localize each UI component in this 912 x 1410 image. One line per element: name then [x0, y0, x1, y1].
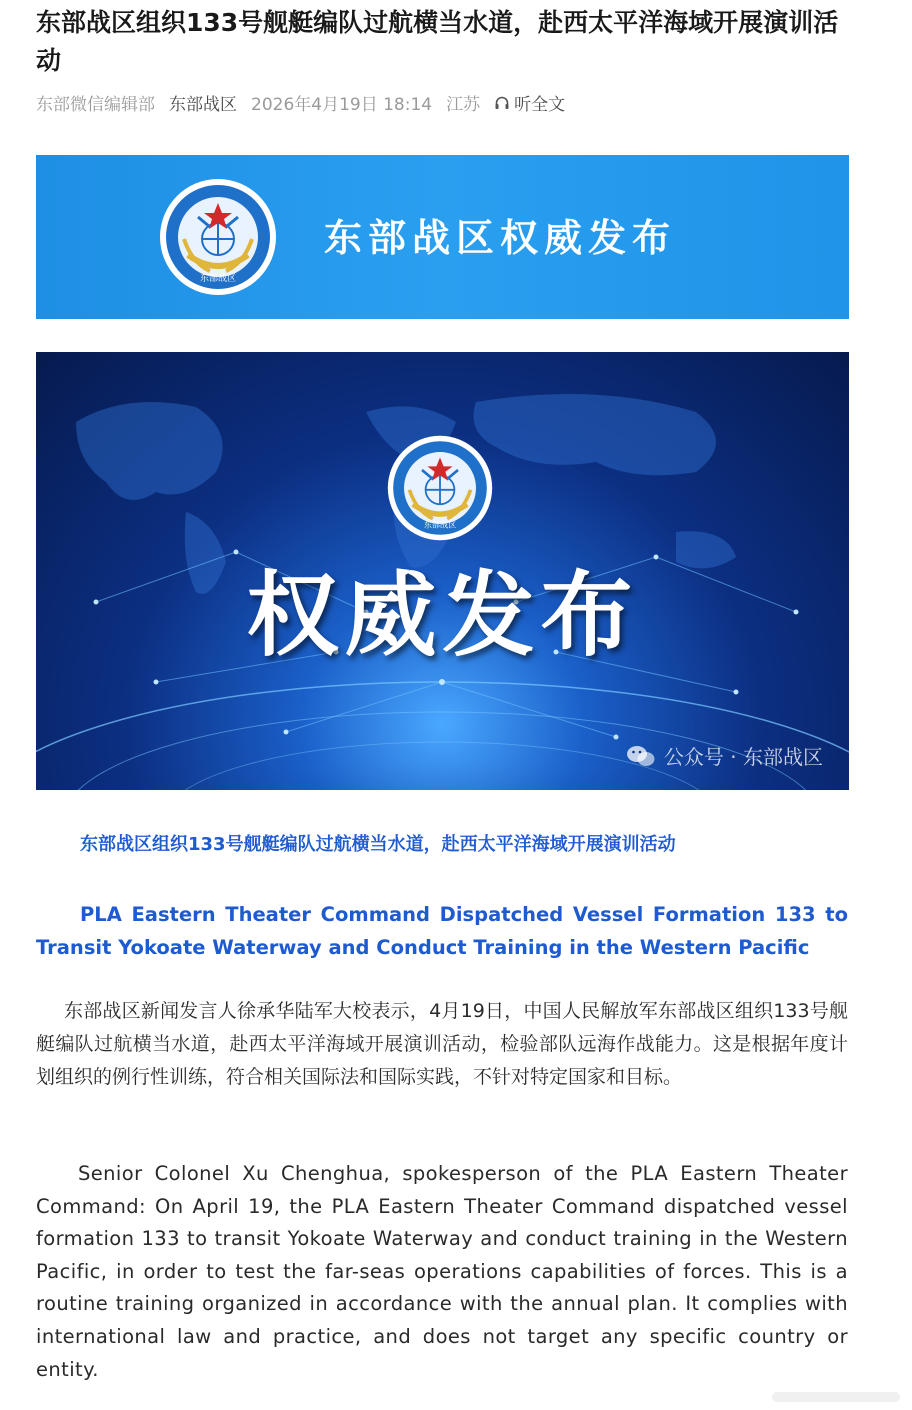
source-account[interactable]: 东部战区: [169, 95, 237, 115]
publish-datetime: 2026年4月19日 18:14: [251, 95, 433, 115]
chinese-body-paragraph: 东部战区新闻发言人徐承华陆军大校表示，4月19日，中国人民解放军东部战区组织133号舰艇编队过航横当水道，赴西太平洋海域开展演训活动，检验部队远海作战能力。这是根据年度计划组织的例行性训练，符合相关国际法和国际实践，不针对特定国家和目标。: [36, 1000, 848, 1088]
authority-release-banner: [36, 155, 849, 319]
author-name[interactable]: 东部微信编辑部: [36, 95, 155, 115]
eastern-theater-emblem: [158, 177, 278, 297]
eastern-theater-emblem: [386, 434, 494, 542]
emblem-text: 东部战区: [423, 519, 457, 530]
wechat-icon: [626, 744, 656, 768]
banner-title: 东部战区权威发布: [324, 216, 677, 260]
emblem-text: 东部战区: [199, 274, 237, 284]
graphic-title: 权威发布: [246, 562, 639, 669]
headphones-icon: [494, 95, 510, 111]
listen-button[interactable]: [494, 90, 579, 115]
chinese-headline: 东部战区组织133号舰艇编队过航横当水道，赴西太平洋海域开展演训活动: [80, 834, 676, 855]
watermark-text: 公众号 · 东部战区: [663, 745, 823, 769]
article-title: 东部战区组织133号舰艇编队过航横当水道，赴西太平洋海域开展演训活动: [36, 8, 839, 75]
wechat-watermark: [626, 741, 823, 770]
listen-label: 听全文: [514, 95, 566, 115]
platform-watermark: [772, 1388, 902, 1406]
english-headline: PLA Eastern Theater Command Dispatched Vessel Formation 133 to Transit Yokoate Waterway and Conduct Training in the Western Pacific: [36, 903, 848, 959]
publish-location: 江苏: [446, 95, 481, 115]
english-body-paragraph: Senior Colonel Xu Chenghua, spokesperson of the PLA Eastern Theater Command: On April 19, the PLA Eastern Theater Command dispatched vessel formation 133 to transit Yokoate Waterway and conduct training in the Western Pacific, in order to test the far-seas operations capabilities of forces. This is a routine training organized in accordance with the annual plan. It complies with international law and practice, and does not target any specific country or entity.: [36, 1162, 848, 1381]
article-meta: [36, 90, 593, 115]
authority-release-graphic: [36, 352, 849, 790]
